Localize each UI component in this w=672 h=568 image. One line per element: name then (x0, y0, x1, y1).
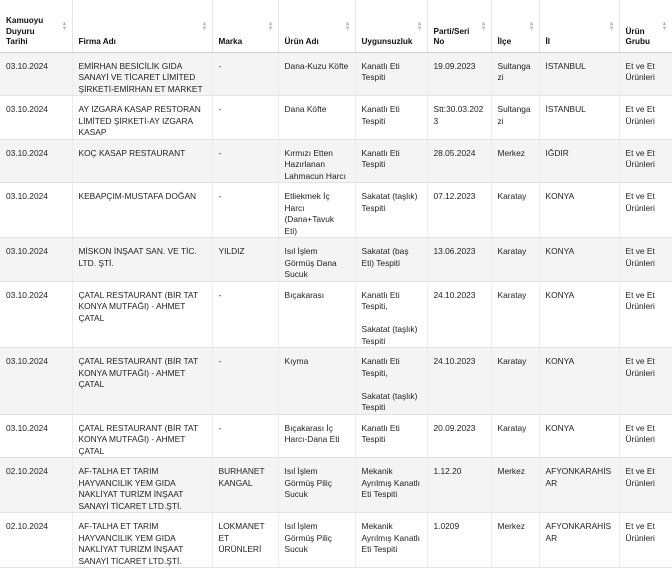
cell-il: AFYONKARAHİSAR (539, 458, 619, 513)
header-row (0, 0, 672, 52)
table-row (0, 414, 672, 458)
cell-firma-adi: KEBAPÇIM-MUSTAFA DOĞAN (72, 183, 212, 238)
cell-firma-adi: MİSKON İNŞAAT SAN. VE TİC. LTD. ŞTİ. (72, 238, 212, 282)
table-row (0, 348, 672, 415)
cell-urun-grubu: Et ve Et Ürünleri (619, 183, 672, 238)
header-label: İlçe (497, 37, 512, 46)
cell-firma-adi: ÇATAL RESTAURANT (BİR TAT KONYA MUTFAĞI) - AHMET ÇATAL (72, 348, 212, 415)
cell-urun-grubu: Et ve Et Ürünleri (619, 281, 672, 348)
sort-arrows-icon[interactable]: ▲ ▼ (480, 21, 487, 32)
cell-urun-grubu: Et ve Et Ürünleri (619, 238, 672, 282)
cell-ilce: Sultangazi (491, 96, 539, 140)
cell-urun-adi: Kırmızı Etten Hazırlanan Lahmacun Harcı (278, 139, 355, 183)
cell-marka: - (212, 183, 278, 238)
cell-il: IĞDIR (539, 139, 619, 183)
uygunsuzluk-line: Kanatlı Eti Tespiti, (361, 289, 400, 311)
cell-ilce: Karatay (491, 238, 539, 282)
cell-uygunsuzluk (355, 96, 427, 140)
cell-il: KONYA (539, 183, 619, 238)
cell-firma-adi: KOÇ KASAP RESTAURANT (72, 139, 212, 183)
table-body (0, 52, 672, 568)
col-firma-adi-header[interactable] (72, 0, 212, 52)
table-row (0, 238, 672, 282)
header-label: Ürün Adı (284, 37, 319, 46)
line-gap (362, 313, 421, 325)
cell-ilce: Merkez (491, 513, 539, 568)
sort-arrows-icon[interactable]: ▲ ▼ (528, 21, 535, 32)
sort-arrows-icon[interactable]: ▲ ▼ (416, 21, 423, 32)
cell-firma-adi: AF-TALHA ET TARIM HAYVANCILIK YEM GIDA NAKLİYAT TURİZM İNŞAAT SANAYİ TİCARET LTD.ŞTİ. (72, 513, 212, 568)
uygunsuzluk-line: Mekanik Ayrılmış Kanatlı Eti Tespiti (361, 466, 420, 499)
cell-il: KONYA (539, 414, 619, 458)
header-label: Parti/Seri No (433, 26, 470, 46)
cell-urun-adi: Dana-Kuzu Köfte (278, 52, 355, 96)
col-urun-adi-header[interactable] (278, 0, 355, 52)
col-duyuru-tarihi-header[interactable] (0, 0, 72, 52)
cell-uygunsuzluk (355, 139, 427, 183)
sort-arrows-icon[interactable]: ▲ ▼ (344, 21, 351, 32)
sort-arrows-icon[interactable]: ▲ ▼ (201, 21, 208, 32)
cell-urun-grubu: Et ve Et Ürünleri (619, 414, 672, 458)
uygunsuzluk-line: Sakatat (taşlık) Tespiti (361, 191, 418, 213)
table-row (0, 513, 672, 568)
cell-ilce: Karatay (491, 281, 539, 348)
cell-firma-adi: ÇATAL RESTAURANT (BİR TAT KONYA MUTFAĞI) - AHMET ÇATAL (72, 414, 212, 458)
uygunsuzluk-line: Kanatlı Eti Tespiti, (361, 356, 400, 378)
cell-uygunsuzluk (355, 348, 427, 415)
cell-firma-adi: AY IZGARA KASAP RESTORAN LİMİTED ŞİRKETİ-AY IZGARA KASAP (72, 96, 212, 140)
cell-firma-adi: AF-TALHA ET TARIM HAYVANCILIK YEM GIDA NAKLİYAT TURİZM İNŞAAT SANAYİ TİCARET LTD.ŞTİ. (72, 458, 212, 513)
table-row (0, 139, 672, 183)
cell-parti-seri-no: 19.09.2023 (427, 52, 491, 96)
header-label: Ürün Grubu (625, 26, 651, 46)
table-row (0, 183, 672, 238)
cell-urun-grubu: Et ve Et Ürünleri (619, 96, 672, 140)
cell-urun-grubu: Et ve Et Ürünleri (619, 458, 672, 513)
cell-ilce: Merkez (491, 139, 539, 183)
cell-duyuru-tarihi: 03.10.2024 (0, 281, 72, 348)
uygunsuzluk-line: Kanatlı Eti Tespiti (361, 60, 400, 82)
col-il-header[interactable] (539, 0, 619, 52)
line-gap (362, 379, 421, 391)
cell-il: KONYA (539, 348, 619, 415)
header-label: Firma Adı (78, 37, 116, 46)
cell-urun-adi: Isıl İşlem Görmüş Piliç Sucuk (278, 458, 355, 513)
cell-ilce: Karatay (491, 348, 539, 415)
cell-uygunsuzluk (355, 458, 427, 513)
col-uygunsuzluk-header[interactable] (355, 0, 427, 52)
cell-parti-seri-no: 07.12.2023 (427, 183, 491, 238)
cell-marka: - (212, 348, 278, 415)
cell-urun-adi: Bıçakarası İç Harcı-Dana Eti (278, 414, 355, 458)
col-parti-seri-no-header[interactable] (427, 0, 491, 52)
cell-duyuru-tarihi: 02.10.2024 (0, 513, 72, 568)
cell-marka: BURHANET KANGAL (212, 458, 278, 513)
sort-arrows-icon[interactable]: ▲ ▼ (661, 21, 668, 32)
cell-uygunsuzluk (355, 183, 427, 238)
cell-urun-adi: Kıyma (278, 348, 355, 415)
cell-marka: LOKMANET ET ÜRÜNLERİ (212, 513, 278, 568)
table-row (0, 281, 672, 348)
header-label: Uygunsuzluk (361, 37, 413, 46)
cell-marka: - (212, 414, 278, 458)
col-marka-header[interactable] (212, 0, 278, 52)
cell-ilce: Merkez (491, 458, 539, 513)
cell-urun-adi: Dana Köfte (278, 96, 355, 140)
cell-parti-seri-no: 28.05.2024 (427, 139, 491, 183)
cell-urun-adi: Isıl İşlem Görmüş Piliç Sucuk (278, 513, 355, 568)
cell-duyuru-tarihi: 03.10.2024 (0, 52, 72, 96)
cell-duyuru-tarihi: 02.10.2024 (0, 458, 72, 513)
table-row (0, 458, 672, 513)
cell-marka: - (212, 52, 278, 96)
cell-urun-adi: Isıl İşlem Görmüş Dana Sucuk (278, 238, 355, 282)
uygunsuzluk-line: Sakatat (taşlık) Tespiti (361, 324, 418, 346)
cell-il: KONYA (539, 281, 619, 348)
cell-parti-seri-no: 20.09.2023 (427, 414, 491, 458)
cell-urun-grubu: Et ve Et Ürünleri (619, 513, 672, 568)
uygunsuzluk-line: Mekanik Ayrılmış Kanatlı Eti Tespiti (361, 521, 420, 554)
cell-ilce: Karatay (491, 414, 539, 458)
cell-urun-grubu: Et ve Et Ürünleri (619, 348, 672, 415)
cell-firma-adi: EMİRHAN BESİCİLİK GIDA SANAYİ VE TİCARET LİMİTED ŞİRKETİ-EMİRHAN ET MARKET (72, 52, 212, 96)
header-label: İl (545, 37, 551, 46)
cell-parti-seri-no: 24.10.2023 (427, 281, 491, 348)
cell-urun-adi: Etliekmek İç Harcı (Dana+Tavuk Eti) (278, 183, 355, 238)
cell-urun-adi: Bıçakarası (278, 281, 355, 348)
cell-ilce: Sultangazi (491, 52, 539, 96)
cell-marka: - (212, 96, 278, 140)
cell-urun-grubu: Et ve Et Ürünleri (619, 52, 672, 96)
sort-arrows-icon[interactable]: ▲ ▼ (267, 21, 274, 32)
cell-duyuru-tarihi: 03.10.2024 (0, 96, 72, 140)
cell-parti-seri-no: 1.0209 (427, 513, 491, 568)
cell-uygunsuzluk (355, 52, 427, 96)
cell-il: AFYONKARAHİSAR (539, 513, 619, 568)
header-label: Marka (218, 37, 243, 46)
table-header (0, 0, 672, 52)
table-row (0, 96, 672, 140)
sort-arrows-icon[interactable]: ▲ ▼ (608, 21, 615, 32)
uygunsuzluk-line: Kanatlı Eti Tespiti (361, 147, 400, 169)
uygunsuzluk-line: Kanatlı Eti Tespiti (361, 104, 400, 126)
header-label: Kamuoyu Duyuru Tarihi (6, 16, 44, 46)
col-ilce-header[interactable] (491, 0, 539, 52)
cell-marka: - (212, 139, 278, 183)
cell-parti-seri-no: 1.12.20 (427, 458, 491, 513)
cell-duyuru-tarihi: 03.10.2024 (0, 238, 72, 282)
cell-parti-seri-no: 13.06.2023 (427, 238, 491, 282)
cell-marka: - (212, 281, 278, 348)
cell-uygunsuzluk (355, 414, 427, 458)
cell-duyuru-tarihi: 03.10.2024 (0, 139, 72, 183)
cell-parti-seri-no: Stt:30.03.2023 (427, 96, 491, 140)
cell-duyuru-tarihi: 03.10.2024 (0, 348, 72, 415)
cell-parti-seri-no: 24.10.2023 (427, 348, 491, 415)
cell-uygunsuzluk (355, 513, 427, 568)
cell-urun-grubu: Et ve Et Ürünleri (619, 139, 672, 183)
cell-uygunsuzluk (355, 238, 427, 282)
uygunsuzluk-line: Kanatlı Eti Tespiti (361, 422, 400, 444)
cell-firma-adi: ÇATAL RESTAURANT (BİR TAT KONYA MUTFAĞI) - AHMET ÇATAL (72, 281, 212, 348)
uygunsuzluk-line: Sakatat (taşlık) Tespiti (361, 390, 418, 412)
col-urun-grubu-header[interactable] (619, 0, 672, 52)
cell-il: İSTANBUL (539, 96, 619, 140)
cell-ilce: Karatay (491, 183, 539, 238)
cell-il: KONYA (539, 238, 619, 282)
cell-duyuru-tarihi: 03.10.2024 (0, 183, 72, 238)
uygunsuzluk-line: Sakatat (baş Eti) Tespiti (361, 246, 409, 268)
cell-uygunsuzluk (355, 281, 427, 348)
cell-duyuru-tarihi: 03.10.2024 (0, 414, 72, 458)
cell-il: İSTANBUL (539, 52, 619, 96)
sort-arrows-icon[interactable]: ▲ ▼ (61, 21, 68, 32)
cell-marka: YILDIZ (212, 238, 278, 282)
table-row (0, 52, 672, 96)
